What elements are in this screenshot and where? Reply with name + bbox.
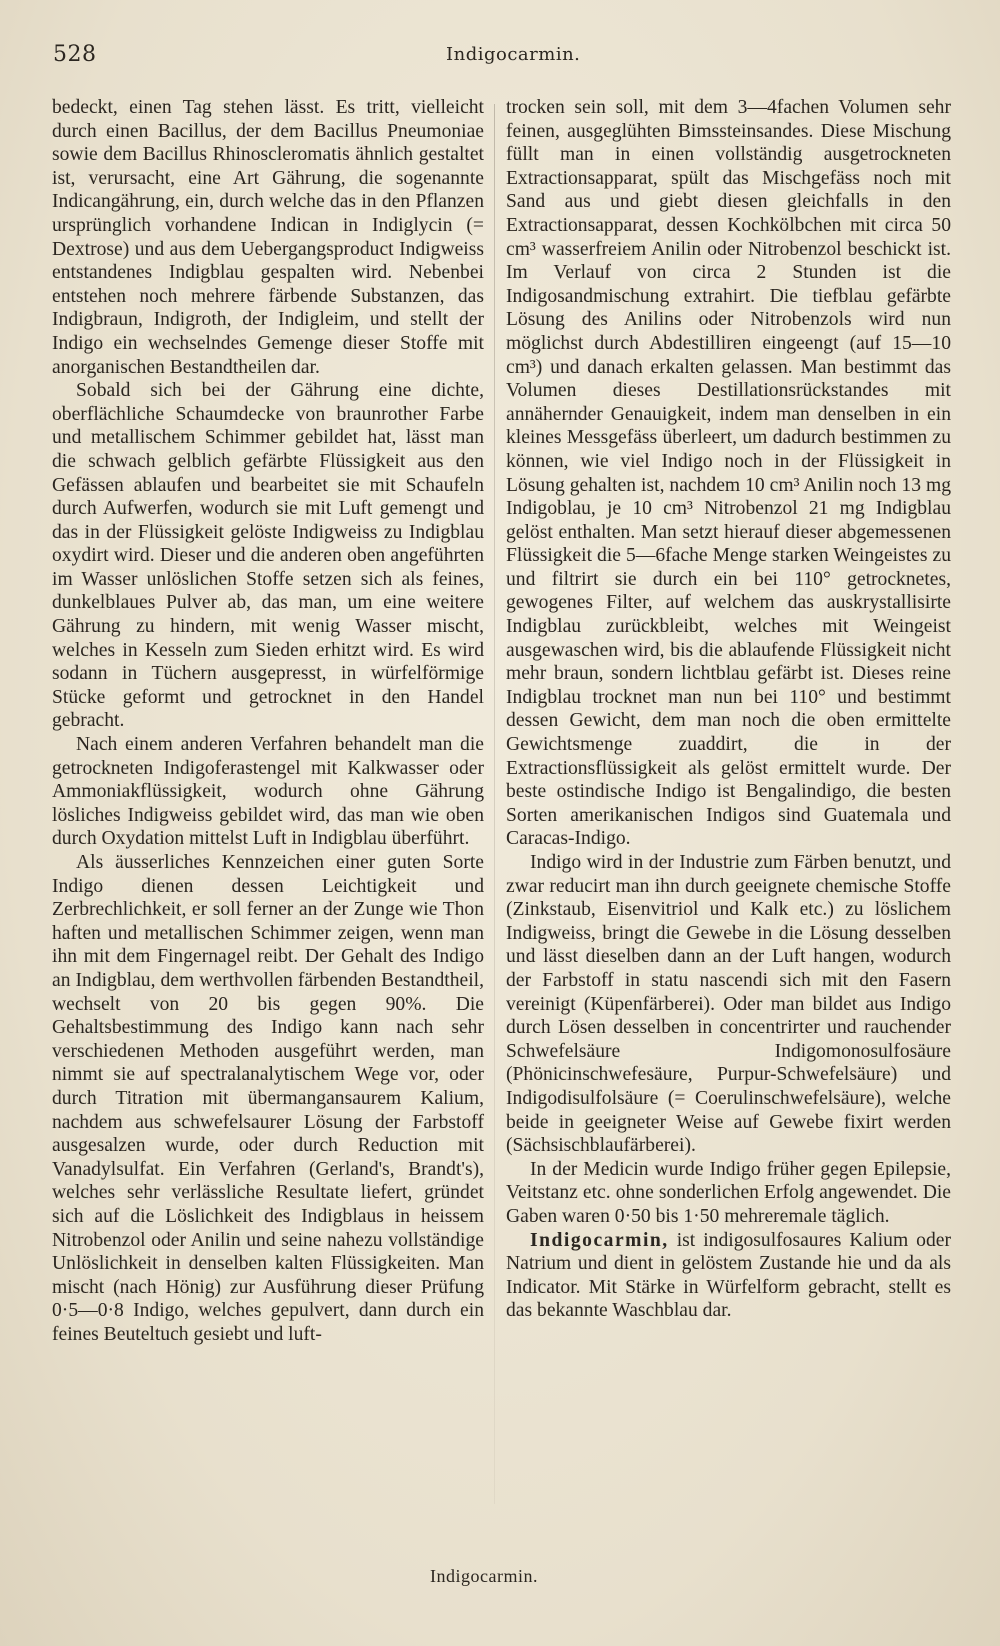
right-paragraph-2: Indigo wird in der Industrie zum Färben benutzt, und zwar reducirt man ihn durch geeignete chemische Stoffe (Zinkstaub, Eisenvitriol und Kalk etc.) zu löslichem Indigweiss, bringt die Gewebe in die Lösung desselben und lässt dieselben dann an der Luft hangen, wodurch der Farbstoff in statu nascendi sich mit den Fasern vereinigt (Küpenfärberei). Oder man bildet aus Indigo durch Lösen desselben in concentrirter und rauchender Schwefelsäure Indigomonosulfosäure (Phönicinschwefesäure, Purpur-Schwefelsäure) und Indigodisulfolsäure (= Coerulinschwefelsäure), welche beide in geeigneter Weise auf Gewebe fixirt werden (Sächsischblaufärberei). <box>506 852 951 1157</box>
right-column <box>506 96 951 1323</box>
left-paragraph-2: Sobald sich bei der Gährung eine dichte, oberflächliche Schaumdecke von braunrother Farbe und metallischem Schimmer gebildet hat, lässt man die schwach gelblich gefärbte Flüssigkeit aus den Gefässen ablaufen und bearbeitet sie mit Schaufeln durch Aufwerfen, wodurch sie mit Luft gemengt und das in der Flüssigkeit gelöste Indigweiss zu Indigblau oxydirt wird. Dieser und die anderen oben angeführten im Wasser unlöslichen Stoffe setzen sich als feines, dunkelblaues Pulver ab, das man, um eine weitere Gährung zu hindern, mit wenig Wasser mischt, welches in Kesseln zum Sieden erhitzt wird. Es wird sodann in Tüchern ausgepresst, in würfelförmige Stücke geformt und getrocknet in den Handel gebracht. <box>52 380 484 732</box>
running-title: Indigocarmin. <box>446 44 581 65</box>
right-paragraph-3: In der Medicin wurde Indigo früher gegen Epilepsie, Veitstanz etc. ohne sonderlichen Erfolg angewendet. Die Gaben waren 0·50 bis 1·50 mehreremale täglich. <box>506 1158 951 1227</box>
entry-text: ist indigosulfosaures Kalium oder Natrium und dient in gelöstem Zustande hie und da als Indicator. Mit Stärke in Würfelform gebracht, stellt es das bekannte Waschblau dar. <box>506 1229 951 1322</box>
left-paragraph-1: bedeckt, einen Tag stehen lässt. Es tritt, vielleicht durch einen Bacillus, der dem Bacillus Pneumoniae sowie dem Bacillus Rhinoscleromatis ähnlich gestaltet ist, verursacht, eine Art Gährung, die sogenannte Indicangährung, ein, durch welche das in den Pflanzen ursprünglich vorhandene Indican in Indiglycin (= Dextrose) und aus dem Uebergangsproduct Indigweiss entstandenes Indigblau gespalten wird. Nebenbei entstehen noch mehrere färbende Substanzen, das Indigbraun, Indigroth, der Indigleim, und stellt der Indigo ein wechselndes Gemenge dieser Stoffe mit anorganischen Bestandtheilen dar. <box>52 97 484 378</box>
column-divider <box>494 104 495 1504</box>
left-paragraph-4: Als äusserliches Kennzeichen einer guten Sorte Indigo dienen dessen Leichtigkeit und Zerbrechlichkeit, er soll ferner an der Zunge wie Thon haften und metallischen Schimmer zeigen, wenn man ihn mit dem Fingernagel reibt. Der Gehalt des Indigo an Indigblau, dem werthvollen färbenden Bestandtheil, wechselt von 20 bis gegen 90%. Die Gehaltsbestimmung des Indigo kann nach sehr verschiedenen Methoden ausgeführt werden, man nimmt sie auf spectralanalytischem Wege vor, oder durch Titration mit übermangansaurem Kalium, nachdem aus schwefelsaurer Lösung der Farbstoff ausgesalzen wurde, oder durch Reduction mit Vanadylsulfat. Ein Verfahren (Gerland's, Brandt's), welches sehr verlässliche Resultate liefert, gründet sich auf die Löslichkeit des Indigblaus in heissem Nitrobenzol oder Anilin und seine nahezu vollständige Unlöslichkeit in denselben kalten Flüssigkeiten. Man mischt (nach Hönig) zur Ausführung dieser Prüfung 0·5—0·8 Indigo, welches gepulvert, dann durch ein feines Beuteltuch gesiebt und luft- <box>52 852 484 1345</box>
left-column <box>52 96 484 1346</box>
entry-heading: Indigocarmin, <box>530 1229 669 1251</box>
right-paragraph-4 <box>506 1229 951 1323</box>
right-paragraph-1: trocken sein soll, mit dem 3—4fachen Volumen sehr feinen, ausgeglühten Bimssteinsandes. Diese Mischung füllt man in einen vollständig ausgetrockneten Extractionsapparat, spült das Mischgefäss noch mit Sand aus und giebt diesen gleichfalls in den Extractionsapparat, dessen Kochkölbchen mit circa 50 cm³ wasserfreiem Anilin oder Nitrobenzol beschickt ist. Im Verlauf von circa 2 Stunden ist die Indigosandmischung extrahirt. Die tiefblau gefärbte Lösung des Anilins oder Nitrobenzols wird nun möglichst durch Abdestilliren eingeengt (auf 15—10 cm³) und danach erkalten gelassen. Man bestimmt das Volumen dieses Destillationsrückstandes mit annähernder Genauigkeit, indem man denselben in ein kleines Messgefäss überleert, um dadurch bestimmen zu können, wie viel Indigo noch in der Flüssigkeit in Lösung gehalten ist, nachdem 10 cm³ Anilin noch 13 mg Indigoblau, je 10 cm³ Nitrobenzol 21 mg Indigblau gelöst enthalten. Man setzt hierauf dieser abgemessenen Flüssigkeit die 5—6fache Menge starken Weingeistes zu und filtrirt sie durch ein bei 110° getrocknetes, gewogenes Filter, auf welchem das auskrystallisirte Indigblau zurückbleibt, welches mit Weingeist ausgewaschen wird, bis die ablaufende Flüssigkeit nicht mehr braun, sondern lichtblau gefärbt ist. Dieses reine Indigblau trocknet man nun bei 110° und bestimmt dessen Gewicht, dem man noch die oben ermittelte Gewichtsmenge zuaddirt, die in der Extractionsflüssigkeit als gelöst ermittelt wurde. Der beste ostindische Indigo ist Bengalindigo, die besten Sorten amerikanischen Indigos sind Guatemala und Caracas-Indigo. <box>506 97 951 850</box>
left-paragraph-3: Nach einem anderen Verfahren behandelt man die getrockneten Indigoferastengel mit Kalkwasser oder Ammoniakflüssigkeit, wodurch ohne Gährung lösliches Indigweiss gebildet wird, das man wie oben durch Oxydation mittelst Luft in Indigblau überführt. <box>52 734 484 850</box>
page-number: 528 <box>53 42 97 67</box>
footer-title: Indigocarmin. <box>430 1566 538 1586</box>
